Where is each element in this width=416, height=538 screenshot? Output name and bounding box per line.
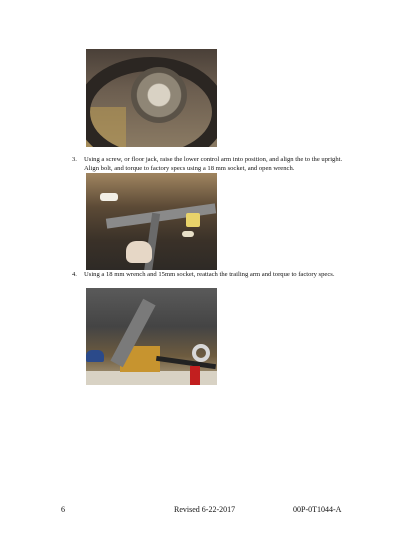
step-3: [72, 155, 372, 175]
step-4: [72, 270, 372, 280]
step-text: Using a screw, or floor jack, raise the lower control arm into position, and align the to the upright. Align bolt, and torque to factory specs using a 18 mm socket, and open wrench.: [84, 156, 343, 172]
photo-spring-seat: [86, 49, 217, 147]
step-text: Using a 18 mm wrench and 15mm socket, reattach the trailing arm and torque to factory specs.: [84, 271, 335, 278]
photo-lower-control-arm: [86, 173, 217, 270]
step-number: 3.: [72, 156, 77, 163]
revision-date: Revised 6-22-2017: [174, 505, 236, 514]
photo-trailing-arm: [86, 288, 217, 385]
document-number: 00P-0T1044-A: [293, 505, 342, 514]
step-number: 4.: [72, 271, 77, 278]
page-number: 6: [61, 505, 65, 514]
